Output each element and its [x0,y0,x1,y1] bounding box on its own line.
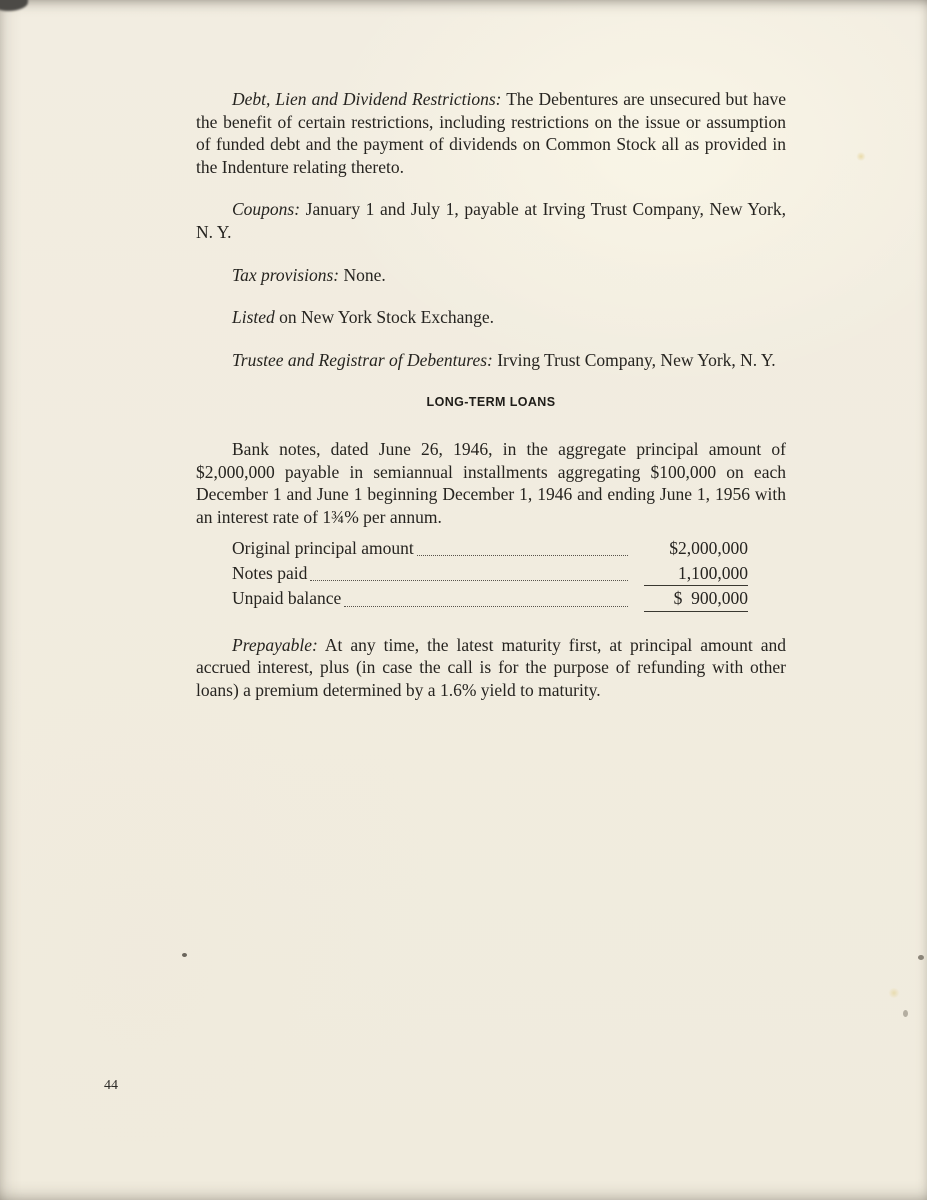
table-row-notes-paid [232,561,748,587]
scan-corner-shadow [0,0,28,11]
table-row-original-principal [232,536,748,561]
paragraph-text: on New York Stock Exchange. [279,307,495,328]
paragraph-text: None. [343,264,386,285]
paragraph-debt-restrictions [196,88,786,178]
row-label: Notes paid [232,562,308,583]
scan-speck [182,953,187,957]
paragraph-text: At any time, the latest maturity first, at principal amount and accrued interest, plus (in case the call is for the purpose of refunding with other loans) a premium determined by a 1.6% yield to maturity. [196,634,786,700]
row-label: Unpaid balance [232,588,342,609]
row-amount: 1,100,000 [644,561,748,587]
dot-leader [310,580,628,581]
paragraph-text: January 1 and July 1, payable at Irving Trust Company, New York, N. Y. [196,199,786,242]
loan-table [232,536,748,612]
scan-stain [856,152,866,161]
scan-speck [918,955,924,960]
row-amount: $2,000,000 [669,538,748,559]
paragraph-listed [196,306,786,329]
paragraph-trustee [196,349,786,372]
paragraph-text: Irving Trust Company, New York, N. Y. [497,349,776,370]
paragraph-text: The Debentures are unsecured but have the benefit of certain restrictions, including restrictions on the issue or assumption of funded debt and the payment of dividends on Common Stock all as provided in the Indenture relating thereto. [196,89,786,177]
paragraph-lead: Tax provisions: [232,264,340,285]
scan-stain [888,988,900,998]
section-heading-long-term-loans: LONG-TERM LOANS [426,395,556,410]
dot-leader [417,555,628,556]
paragraph-prepayable [196,634,786,702]
paragraph-lead: Trustee and Registrar of Debentures: [232,349,493,370]
paragraph-lead: Coupons: [232,199,301,220]
paragraph-bank-notes: Bank notes, dated June 26, 1946, in the aggregate principal amount of $2,000,000 payable in semiannual installments aggregating $100,000 on each December 1 and June 1 beginning December 1, 1946 and ending June 1, 1956 with an interest rate of 1¾% per annum. [196,438,786,527]
paragraph-lead: Listed [232,307,275,328]
paragraph-lead: Prepayable: [232,634,318,655]
paragraph-coupons [196,198,786,243]
dot-leader [344,606,628,607]
paragraph-tax-provisions [196,264,786,287]
row-amount: $ 900,000 [644,586,748,612]
page-content [196,88,786,722]
row-label: Original principal amount [232,538,414,559]
table-row-unpaid-balance [232,586,748,612]
paragraph-lead: Debt, Lien and Dividend Restrictions: [232,89,502,109]
page-number: 44 [104,1078,118,1093]
scan-speck [903,1010,908,1017]
